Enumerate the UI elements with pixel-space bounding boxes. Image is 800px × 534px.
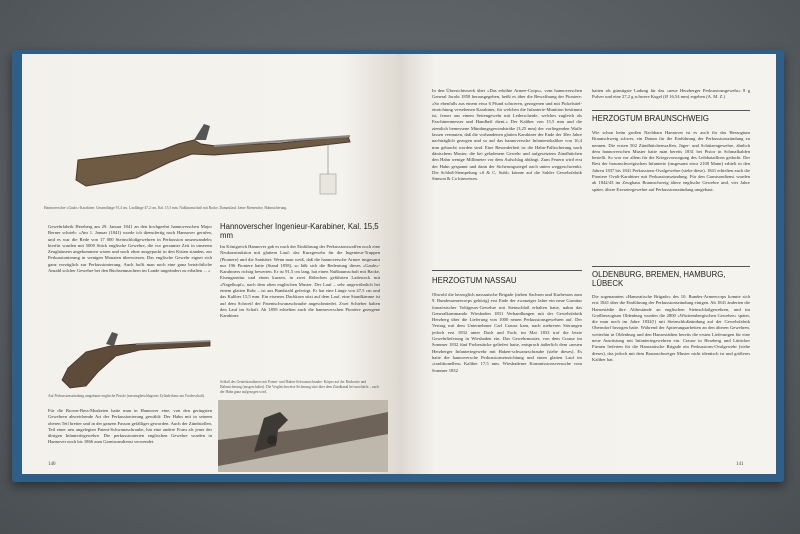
nassau-rule [432,270,582,271]
detail-caption: Schloß des Genieskarabiners mit Patent- und Haken-Schwanzschraube. Körper auf der Rückseite und Hahnsicherung (ausgeschaltet). Die Vergleichsweise Sicherung sitzt über dem Zündkanal bei unschärfe – nach der Hahn ganz aufgezogen wird. [220,380,379,394]
right-page-number: 141 [736,462,744,467]
left-col1-text: Gewehrfabrik Herzberg am 29. Januar 1841 an den hochgeehrt hannoverschen Major Berner schrieb: »Am 1. Januar (1841) wurde ich dienstfertig nach Hannover gerufen, und es war die Rede von 17 000 Steinschloßgewehren in Perkussion umzuwandeln; hierfür wurden mit 5000 Stück englische Gewehre, die vor geraumer Zeit in unserem Zeughäusern angekommen waren und noch ohne ausgepackt in den Kisten standen, zur Perkussionierung in wenigen Monaten überwiesen. Das englische Gewehr eignet sich ganz vorzüglich zur Perkussionierung. Auch hofft man noch eine ganz beträchtliche Anzahl solcher Gewehre bei den Büchsenmachern im Lande ungeändert zu erhalten ... « [48,224,212,274]
rifle-caption: Hannoverscher »Gaule«-Karabiner. Gesamtlänge 91,4 cm, Lauflänge 47,2 cm, Kal. 15,5 mm. Nußbaumschaft mit Backe, Damastlauf, keine Riemenöse, Hahnsicherung. [44,206,288,210]
right-col1-text: In den Übersichtswerk über »Das erhöhte Armee-Corps«, vom hannoverschen General Jacobi 1858 herausgegeben, heißt es über die Bewaffnung der Pioniere: »So ebenfalls aus einem etwa 6 Pfund schweren, gezogenen und mit Pickelstiel-einrichtung versehenen Karabiner, für welchen die Infanterie-Munition bestimmt ist, ferner aus einem Seitengewehr mit Lederscheide, welches zugleich als Faschinenmesser und Handbeil dient.« Der Kaliber von 15,5 mm und die ziemlich bemessene Mündungsgewindsträke (3,25 mm) der vorliegenden Waffe lassen vermuten, daß die vorhandenen glatten Karabiner der Ende der 30er Jahre nachträglich gezogen und so auf das hannoversche Infanteriekaliber von 16,4 mm gebracht worden sind. Eine Besonderheit ist die Hahn-Fallsicherung nach dänischem Muster, die bei geladenem Gewehr und aufgesetztem Zündhütchen den Hahn wenige Millimeter vor dem Aufschlag abfängt. Zum Feuern wird erst der Hahn gespannt und dann der Sicherungsriegel nach unten weggeschwenkt. Die Schloß-Stempelung »S & C, Suhl« könnte auf die Suhler Gewehrfabrik Simson & Co hinweisen. [432,88,582,182]
braunschweig-rule [592,110,750,111]
left-col2-heading [220,222,380,240]
left-page-number: 140 [48,462,56,467]
oldenburg-rule [592,266,750,267]
right-col2-text1: Wie schon beim großen Nachbarn Hannover ist es auch für das Herzogtum Braunschweig schwer, ein Datum für die Einführung der Perkussionszündung zu nennen. Die ersten 502 Zündhütchenwaffen, Jäger- und Schützengewehre, ähnlich dem hannoverschen Muster hatte man bereits 1831 bei Pistor in Schmalkalden bestellt. So war vor allem für die Kriegsvorsorgung des Leibbataillons gedacht. Der Rest der braunschweigischen Infanterie (insgesamt etwa 2100 Mann) erhielt in den Jahren 1837 bis 1841 Perkussions-Ovalgewehre (siehe diese). 1841 erhielten auch die Pioniere Ovalt-Karabiner mit Perkussionszündung. Für den Garnisondienst wurden ab 1842/43 im Zeughaus Braunschweig ältere englische Gewehre und, vier Jahre später, ältere Exerziergewehre auf Perkussionszündung umgebaut. [592,130,750,192]
left-page [22,54,398,474]
nassau-heading: HERZOGTUM NASSAU [432,276,517,285]
pistol-caption: Auf Perkussionszündung umgebaute englische Pistole (messingbeschlagenes Zylinderhaus am Vorderschaft). [48,394,206,398]
pistol-photo [46,322,216,392]
right-col1-text2: Obwohl die herzoglich nassauische Brigade (neben Sachsen und Kurhessen zum 9. Bundesarmeecorps gehörig) erst Ende der zwanziger Jahre ein neue Garnitur französischer Voltigeurs-Gewehre mit Steinschloß erhalten hatte, nahm das Generalkommando Wiesbaden 1831 Verhandlungen mit der Gewehrfabrik Herzberg über die Lieferung von 1000 neuen Perkussionsgewehren auf. Der Vertrag mit dem Unternehmer Carl Crause kam, nach mehreren Störungen jedoch erst 1832 unter Dach und Fach; im Mai 1833 traf die letzte Gewehrlieferung in Wiesbaden ein. Das Gewehrmuster, von dem Crause im Sommer 1832 fünf Probestücke geliefert hatte, entsprach äußerlich dem »neuen Herzberger Infanteriegewehr mit Haken-schwanzschraube (siehe dieses). Es hatte die hannoversche Perkussionseinrichtung und einen glatten Lauf im »traditionellen« Kaliber 17,5 mm. Wiesbadener Kommissionsversuche vom Sommer 1832 [432,292,582,373]
rifle-photo [66,86,366,206]
left-col2-text: Im Königreich Hannover gab es nach der Einführung der Perkussionswaffen noch eine Neukonstruktion mit glattem Lauf: das Kurzgewehr für die Ingenieur-Truppen (Pioniere) und die Sanitäter. Wenn man weiß, daß die hannoversche Armee insgesamt nur 196 Pioniere hatte (Stand 1858), so läßt sich die Bedeutung dieses »Gaule«-Karabiners richtig bewerten. Er ist 91,5 cm lang, hat einen Nußbaumschaft mit Backe, Eisengarnitur und einen kurzen, in zwei Röhrchen geführten Ladestock mit »Nagelkopf«, nach dem alten englischen Muster. Der Lauf – sehr ungewöhnlich bei einem glatten Rohr – ist aus Bandstahl gefertigt. Er hat eine Länge von 47,5 cm und das Kaliber 15,5 mm. Ein eisernes Dachkorn sitzt auf dem Lauf, eine Standkimme ist auf dem Schweif der Patentschwanzschraube angeschmiedet. Zwei Schieber halten den Lauf im Schaft. Ab 1858 erhielten auch die hannoverschen Pioniere gezogene Karabiner. [220,244,380,319]
oldenburg-heading: OLDENBURG, BREMEN, HAMBURG, LÜBECK [592,270,726,288]
right-page [398,54,776,474]
braunschweig-heading: HERZOGTUM BRAUNSCHWEIG [592,114,709,123]
right-col2-text2: Die sogenannten »Hanseatische Brigade« des 10. Bundes-Armeecorps konnte sich erst 1841 über die Einführung der Perkussionszündung einigen. Ab 1841 änderten die Hansestädte ihre Altbestände an englischen Steinschloßgewehren, und im Großherzogtum Oldenburg wurden die 2800 »Württembergischen Gewehre« später, die man noch im Jahre 1832(!) mit Steinschloßzündung auf der Gewehrfabrik Oberndorf bezogen hatte. Während der Aptierungsarbeiten an den älteren Gewehren, weiterhin in Oldenburg und den Hansestädten bereits die ersten Lieferungen für eine neue Ausrüstung mit Infanteriegewehren ein. Crause in Herzberg und Lütticher Firmen lieferten für die Hanseatische Brigade ein Perkussions-Ovalgewehr (siehe dieses), das jedoch mit dem Braunschweiger Muster nicht identisch ist und größeres Kaliber hat. [592,294,750,362]
lock-detail-photo [218,400,388,472]
right-col2-text-top: hatten als günstigste Ladung für das »neue Herzberger Perkussionsgewehr« 8 g Pulver und eine 27,2 g schwere Kugel (Ø 16,54 mm) ergeben (A. M. Z.) [592,88,750,100]
left-col1-bottom-text: Für die Brown-Bess-Musketen hatte man in Hannover eine, von den geringsten Gewehren abweichende Art der Perkussionierung gewählt: Der Hahn mit in seinem oberen Teil breiter und in der ganzen Fasson gefälliger geworden. Auch der Zündstollen, Teil einer neu angelegten Patent-Schwanzschraube, hat eine andere Form als jener der übrigen Infanteriegewehre. Die perkussionierten englischen Gewehre wurden in Hannover noch bis 1866 zum Garnisonsdienst verwendet. [48,408,212,445]
carbine-heading: Hannoverscher Ingenieur-Karabiner, Kal. 15,5 mm [220,222,379,240]
